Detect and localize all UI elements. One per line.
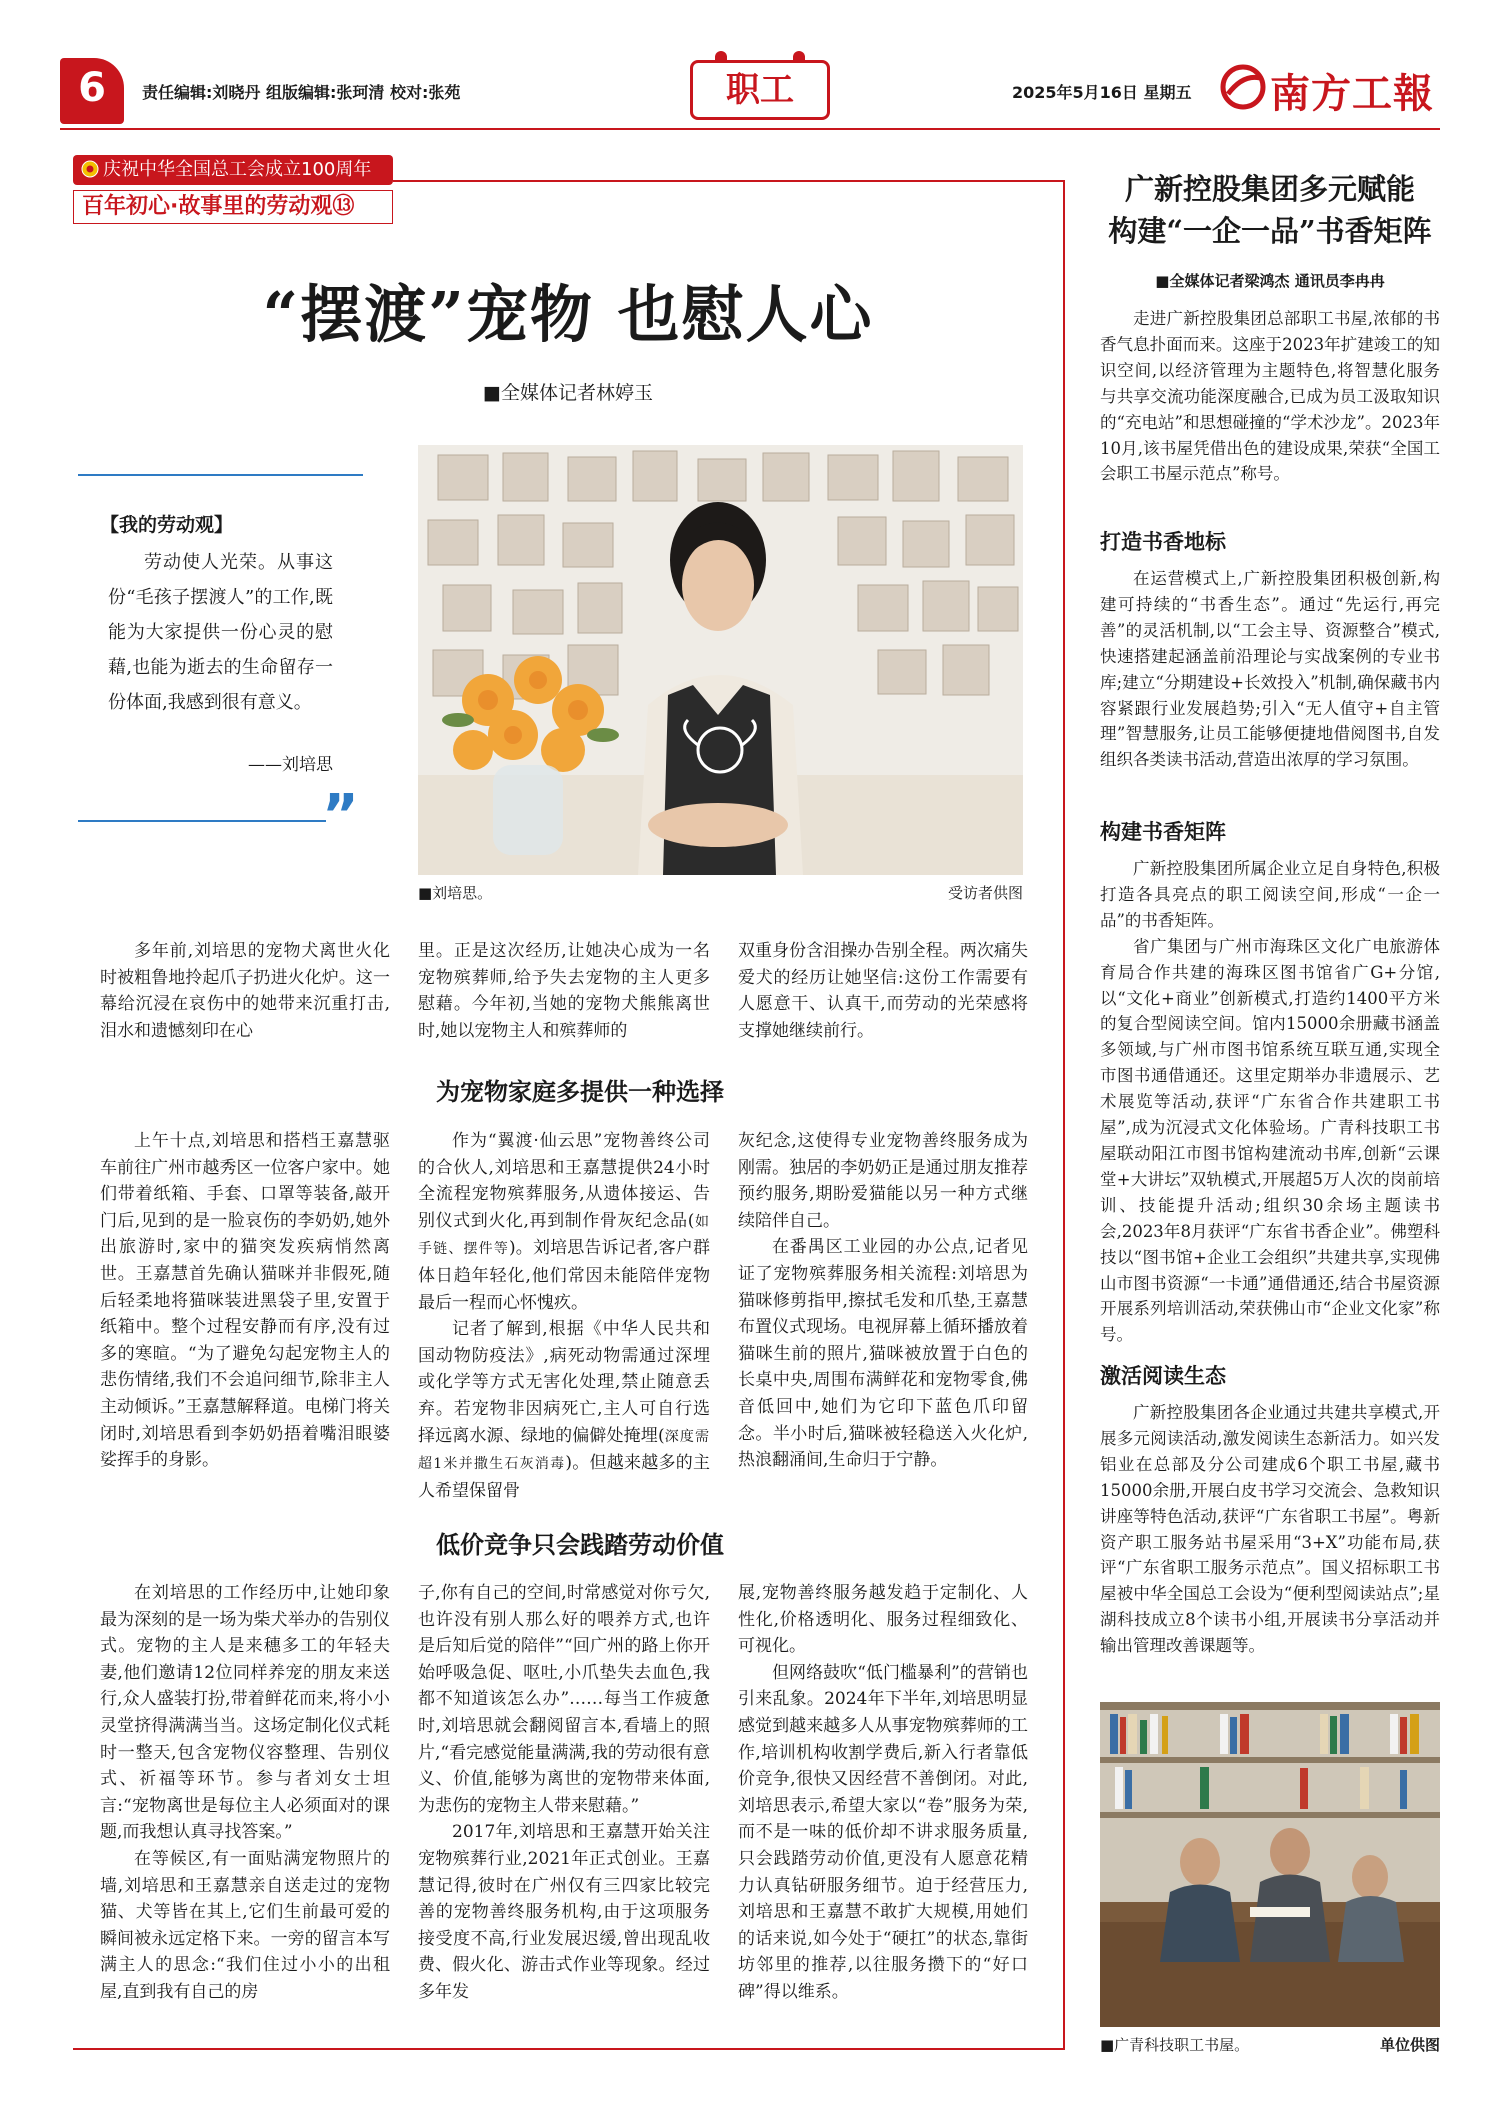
- side-para-5: 广新控股集团各企业通过共建共享模式,开展多元阅读活动,激发阅读生态新活力。如兴发铝业在总部及分公司建成6个职工书屋,藏书15000余册,开展白皮书学习交流会、急救知识讲座等特色活动,获评“广东省职工书屋”。粤新资产职工服务站书屋采用“3+X”功能布局,获评“广东省职工服务示范点”。国义招标职工书屋被中华全国总工会设为“便利型阅读站点”;星湖科技成立8个读书小组,开展读书分享活动并输出管理改善课题等。: [1100, 1403, 1440, 1656]
- intro-col-1: 多年前,刘培思的宠物犬离世火化时被粗鲁地拎起爪子扔进火化炉。这一幕给沉浸在哀伤中的她带来沉重打击,泪水和遗憾刻印在心: [100, 941, 390, 1041]
- frame-bottom: [73, 2048, 1065, 2050]
- side-heading-2: 构建书香矩阵: [1100, 820, 1226, 844]
- s1-col-3: [738, 1128, 1028, 1474]
- s1-col-3-para-1: 灰纪念,这使得专业宠物善终服务成为刚需。独居的李奶奶正是通过朋友推荐预约服务,期盼爱猫能以另一种方式继续陪伴自己。: [738, 1131, 1028, 1231]
- quote-signature: ——刘培思: [248, 755, 333, 775]
- s1-col-3-para-2: 在番禺区工业园的办公点,记者见证了宠物殡葬服务相关流程:刘培思为猫咪修剪指甲,擦拭毛发和爪垫,王嘉慧布置仪式现场。电视屏幕上循环播放着猫咪生前的照片,猫咪被放置于白色的长桌中央,周围布满鲜花和宠物零食,佛音低回中,她们为它印下蓝色爪印留念。半小时后,猫咪被轻稳送入火化炉,热浪翻涌间,生命归于宁静。: [738, 1237, 1028, 1471]
- library-photo-caption: ■广青科技职工书屋。: [1100, 2036, 1250, 2054]
- library-photo-credit: 单位供图: [1379, 2036, 1440, 2054]
- side-para-1: 走进广新控股集团总部职工书屋,浓郁的书香气息扑面而来。这座于2023年扩建竣工的知识空间,以经济管理为主题特色,将智慧化服务与共享交流功能深度融合,已成为员工汲取知识的“充电站”和思想碰撞的“学术沙龙”。2023年10月,该书屋凭借出色的建设成果,荣获“全国工会职工书屋示范点”称号。: [1100, 309, 1440, 484]
- s2-col-2-para-2: 2017年,刘培思和王嘉慧开始关注宠物殡葬行业,2021年正式创业。王嘉慧记得,彼时在广州仅有三四家比较完善的宠物善终服务机构,由于这项服务接受度不高,行业发展迟缓,曾出现乱收费、假火化、游击式作业等现象。经过多年发: [418, 1822, 710, 2002]
- editors-line: 责任编辑:刘晓丹 组版编辑:张珂清 校对:张苑: [142, 83, 461, 102]
- intro-col-2: 里。正是这次经历,让她决心成为一名宠物殡葬师,给予失去宠物的主人更多慰藉。今年初,当她的宠物犬熊熊离世时,她以宠物主人和殡葬师的: [418, 941, 710, 1041]
- section-badge: 职工: [690, 60, 830, 120]
- portrait-caption: ■刘培思。: [418, 884, 493, 902]
- s2-col-3-para-2: 但网络鼓吹“低门槛暴利”的营销也引来乱象。2024年下半年,刘培思明显感觉到越来越多人从事宠物殡葬师的工作,培训机构收割学费后,新入行者靠低价竞争,很快又因经营不善倒闭。对此,刘培思表示,希望大家以“卷”服务为荣,而不是一味的低价却不讲求服务质量,只会践踏劳动价值,更没有人愿意花精力认真钻研服务细节。迫于经营压力,刘培思和王嘉慧不敢扩大规模,用她们的话来说,如今处于“硬扛”的状态,靠街坊邻里的推荐,以往服务攒下的“好口碑”得以维系。: [738, 1662, 1028, 2002]
- s2-col-2: [418, 1580, 710, 2006]
- intro-col-3: 双重身份含泪操办告别全程。两次痛失爱犬的经历让她坚信:这份工作需要有人愿意干、认真干,而劳动的光荣感将支撑她继续前行。: [738, 941, 1028, 1041]
- section2-heading: 低价竞争只会践踏劳动价值: [436, 1531, 724, 1559]
- library-photo-illustration: [1100, 1702, 1440, 2027]
- portrait-photo-illustration: [418, 445, 1023, 875]
- newspaper-logo-icon: [1220, 64, 1266, 110]
- page-number: 6: [60, 58, 124, 124]
- section1-heading: 为宠物家庭多提供一种选择: [436, 1078, 724, 1106]
- issue-date: 2025年5月16日 星期五: [1012, 83, 1192, 102]
- quote-bottom-rule: [78, 820, 326, 822]
- s1-col-1: 上午十点,刘培思和搭档王嘉慧驱车前往广州市越秀区一位客户家中。她们带着纸箱、手套、口罩等装备,敲开门后,见到的是一脸哀伤的李奶奶,她外出旅游时,家中的猫突发疾病悄然离世。王嘉慧首先确认猫咪并非假死,随后轻柔地将猫咪装进黑袋子里,安置于纸箱中。整个过程安静而有序,没有过多的寒暄。“为了避免勾起宠物主人的悲伤情绪,我们不会追问细节,除非主人主动倾诉。”王嘉慧解释道。电梯门将关闭时,刘培思看到李奶奶捂着嘴泪眼婆娑挥手的身影。: [100, 1131, 390, 1471]
- s1-col-2-para-1: 作为“翼渡·仙云思”宠物善终公司的合伙人,刘培思和王嘉慧提供24小时全流程宠物殡葬服务,从遗体接运、告别仪式到火化,再到制作骨灰纪念品(如手链、摆件等)。刘培思告诉记者,客户群体日趋年轻化,他们常因未能陪伴宠物最后一程而心怀愧疚。: [418, 1131, 710, 1313]
- side-article-byline: ■全媒体记者梁鸿杰 通讯员李冉冉: [1155, 272, 1385, 290]
- side-heading-1: 打造书香地标: [1100, 530, 1226, 554]
- quote-body: 劳动使人光荣。从事这份“毛孩子摆渡人”的工作,既能为大家提供一份心灵的慰藉,也能为逝去的生命留存一份体面,我感到很有意义。: [108, 552, 333, 713]
- frame-top: [393, 180, 1065, 182]
- s2-col-1: [100, 1580, 390, 2006]
- frame-right: [1063, 180, 1065, 2050]
- library-photo: [1100, 1702, 1440, 2027]
- header-rule: [60, 128, 1440, 130]
- s2-col-3-para-1: 展,宠物善终服务越发趋于定制化、人性化,价格透明化、服务过程细致化、可视化。: [738, 1583, 1028, 1657]
- newspaper-logo: [1220, 56, 1440, 116]
- s1-col-2: [418, 1128, 710, 1504]
- s2-col-3: [738, 1580, 1028, 2006]
- logo-text: 南方工報: [1270, 70, 1434, 117]
- side-para-2: 在运营模式上,广新控股集团积极创新,构建可持续的“书香生态”。通过“先运行,再完善”的灵活机制,以“工会主导、资源整合”模式,快速搭建起涵盖前沿理论与实战案例的专业书库;建立“分期建设+长效投入”机制,确保藏书内容紧跟行业发展趋势;引入“无人值守+自主管理”智慧服务,让员工能够便捷地借阅图书,自发组织各类读书活动,营造出浓厚的学习氛围。: [1100, 569, 1440, 770]
- article-title: “摆渡”宠物 也慰人心: [262, 278, 874, 351]
- portrait-photo: [418, 445, 1023, 875]
- s1-col-2-para-2: 记者了解到,根据《中华人民共和国动物防疫法》,病死动物需通过深埋或化学等方式无害化处理,禁止随意丢弃。若宠物非因病死亡,主人可自行选择远离水源、绿地的偏僻处掩埋(深度需超1米并撒生石灰消毒)。但越来越多的主人希望保留骨: [418, 1319, 710, 1501]
- quote-mark-icon: ”: [322, 783, 359, 848]
- s2-col-1-para-2: 在等候区,有一面贴满宠物照片的墙,刘培思和王嘉慧亲自送走过的宠物猫、犬等皆在其上,它们生前最可爱的瞬间被永远定格下来。一旁的留言本写满主人的思念:“我们住过小小的出租屋,直到我有自己的房: [100, 1848, 390, 2002]
- side-para-3: 广新控股集团所属企业立足自身特色,积极打造各具亮点的职工阅读空间,形成“一企一品”的书香矩阵。 省广集团与广州市海珠区文化广电旅游体育局合作共建的海珠区图书馆省广G+分馆,以“文化+商业”创新模式,打造约1400平方米的复合型阅读空间。馆内15000余册藏书涵盖多领域,与广州市图书馆系统互联互通,实现全市图书通借通还。这里定期举办非遗展示、艺术展览等活动,获评“广东省合作共建职工书屋”,成为沉浸式文化体验场。广青科技职工书屋联动阳江市图书馆构建流动书库,创新“云课堂+大讲坛”双轨模式,开展超5万人次的岗前培训、技能提升活动;组织30余场主题读书会,2023年8月获评“广东省书香企业”。佛塑科技以“图书馆+企业工会组织”共建共享,实现佛山市图书资源“一卡通”通借通还,结合书屋资源开展系列培训活动,荣获佛山市“企业文化家”称号。: [1100, 859, 1440, 1345]
- anniversary-banner-text: 庆祝中华全国总工会成立100周年: [103, 159, 372, 180]
- anniversary-banner: [73, 155, 393, 185]
- series-title: 百年初心·故事里的劳动观⑬: [73, 190, 393, 224]
- s2-col-2-para-1: 子,你有自己的空间,时常感觉对你亏欠,也许没有别人那么好的喂养方式,也许是后知后觉的陪伴”“回广州的路上你开始呼吸急促、呕吐,小爪垫失去血色,我都不知道该怎么办”……每当工作疲惫时,刘培思就会翻阅留言本,看墙上的照片,“看完感觉能量满满,我的劳动很有意义、价值,能够为离世的宠物带来体面,为悲伤的宠物主人带来慰藉。”: [418, 1583, 710, 1816]
- quote-heading: 【我的劳动观】: [100, 514, 234, 536]
- union-emblem-icon: [81, 160, 99, 178]
- side-heading-3: 激活阅读生态: [1100, 1364, 1226, 1388]
- quote-top-rule: [78, 474, 363, 476]
- side-article-title: 广新控股集团多元赋能 构建“一企一品”书香矩阵: [1108, 172, 1432, 248]
- s2-col-1-para-1: 在刘培思的工作经历中,让她印象最为深刻的是一场为柴犬举办的告别仪式。宠物的主人是来穗多工的年轻夫妻,他们邀请12位同样养宠的朋友来送行,众人盛装打扮,带着鲜花而来,将小小灵堂挤得满满当当。这场定制化仪式耗时一整天,包含宠物仪容整理、告别仪式、祈福等环节。参与者刘女士坦言:“宠物离世是每位主人必须面对的课题,而我想认真寻找答案。”: [100, 1583, 390, 1843]
- article-byline: ■全媒体记者林婷玉: [483, 382, 653, 404]
- portrait-credit: 受访者供图: [947, 884, 1023, 902]
